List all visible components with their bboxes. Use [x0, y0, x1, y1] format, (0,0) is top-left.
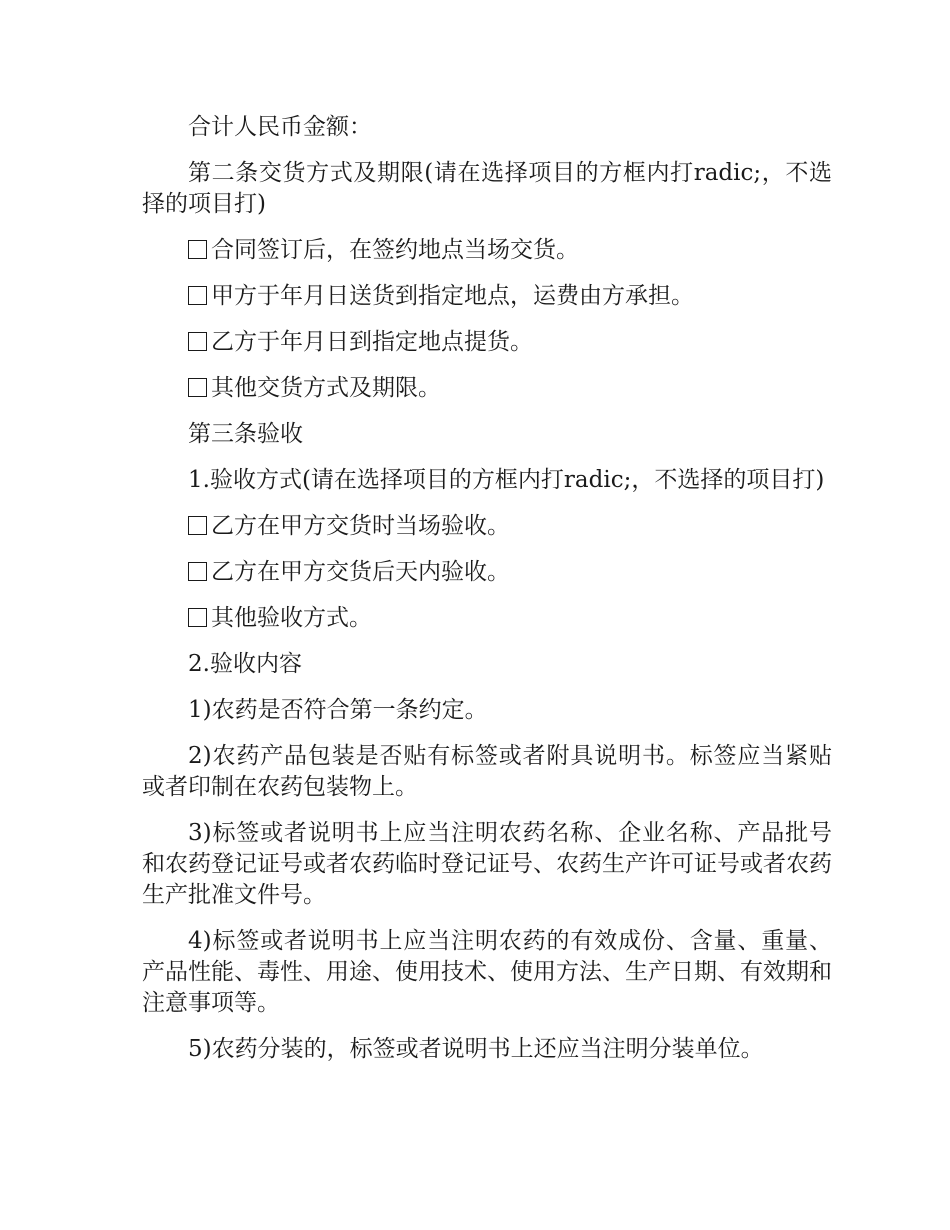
checkbox[interactable]	[188, 562, 207, 581]
option-inspect-on-delivery	[142, 511, 832, 542]
option-text: 乙方于年月日到指定地点提货。	[211, 329, 533, 355]
paragraph-text: 1)农药是否符合第一条约定。	[188, 697, 488, 723]
paragraph-article-2-heading	[142, 158, 832, 220]
paragraph-text: 第二条交货方式及期限(请在选择项目的方框内打radic;，不选择的项目打)	[142, 160, 832, 217]
checkbox[interactable]	[188, 332, 207, 351]
option-pickup-by-party-b	[142, 327, 832, 358]
paragraph-item-5	[142, 1034, 832, 1065]
option-inspect-within-days	[142, 557, 832, 588]
document-body	[142, 112, 832, 1080]
paragraph-text: 1.验收方式(请在选择项目的方框内打radic;，不选择的项目打)	[188, 467, 825, 493]
option-text: 其他交货方式及期限。	[211, 375, 441, 401]
paragraph-total-amount	[142, 112, 832, 143]
checkbox[interactable]	[188, 240, 207, 259]
checkbox[interactable]	[188, 378, 207, 397]
option-delivery-by-party-a	[142, 281, 832, 312]
paragraph-text: 2)农药产品包装是否贴有标签或者附具说明书。标签应当紧贴或者印制在农药包装物上。	[142, 743, 832, 800]
paragraph-text: 3)标签或者说明书上应当注明农药名称、企业名称、产品批号和农药登记证号或者农药临时登记证号、农药生产许可证号或者农药生产批准文件号。	[142, 820, 832, 908]
option-other-delivery	[142, 373, 832, 404]
paragraph-inspection-method	[142, 465, 832, 496]
paragraph-item-4	[142, 926, 832, 1019]
paragraph-text: 2.验收内容	[188, 651, 302, 677]
paragraph-item-2	[142, 741, 832, 803]
paragraph-item-1	[142, 695, 832, 726]
paragraph-text: 合计人民币金额：	[188, 114, 372, 140]
paragraph-text: 5)农药分装的，标签或者说明书上还应当注明分装单位。	[188, 1036, 764, 1062]
paragraph-article-3-heading	[142, 419, 832, 450]
checkbox[interactable]	[188, 516, 207, 535]
paragraph-text: 第三条验收	[188, 421, 303, 447]
paragraph-item-3	[142, 818, 832, 911]
option-other-inspection	[142, 603, 832, 634]
option-text: 乙方在甲方交货时当场验收。	[211, 513, 510, 539]
checkbox[interactable]	[188, 286, 207, 305]
option-text: 乙方在甲方交货后天内验收。	[211, 559, 510, 585]
option-text: 其他验收方式。	[211, 605, 372, 631]
option-text: 合同签订后，在签约地点当场交货。	[211, 237, 579, 263]
option-text: 甲方于年月日送货到指定地点，运费由方承担。	[211, 283, 694, 309]
option-delivery-on-site	[142, 235, 832, 266]
paragraph-inspection-content	[142, 649, 832, 680]
checkbox[interactable]	[188, 608, 207, 627]
paragraph-text: 4)标签或者说明书上应当注明农药的有效成份、含量、重量、产品性能、毒性、用途、使用技术、使用方法、生产日期、有效期和注意事项等。	[142, 928, 832, 1016]
